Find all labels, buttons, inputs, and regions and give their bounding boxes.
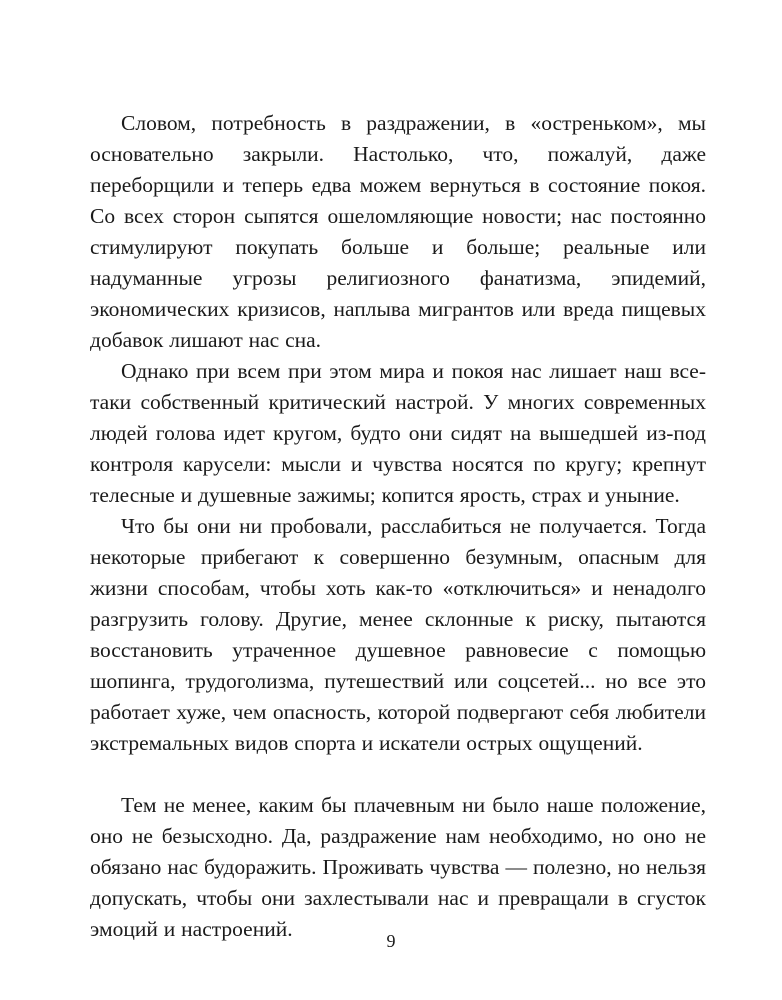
- page-number: 9: [386, 931, 396, 951]
- paragraph: Что бы они ни пробовали, расслабиться не получается. Тогда некоторые прибегают к совершенно безумным, опасным для жизни способам, чтобы хоть как-то «отключиться» и ненадолго разгрузить голову. Другие, менее склонные к риску, пытаются восстановить утраченное душевное равновесие с помощью шопинга, трудоголизма, путешествий или соцсетей... но все это работает хуже, чем опасность, которой подвергают себя любители экстремальных видов спорта и искатели острых ощущений.: [90, 514, 706, 755]
- paragraph: Однако при всем при этом мира и покоя нас лишает наш все-таки собственный критический настрой. У многих современных людей голова идет кругом, будто они сидят на вышедшей из-под контроля карусели: мысли и чувства носятся по кругу; крепнут телесные и душевные зажимы; копится ярость, страх и уныние.: [90, 359, 706, 507]
- paragraph: Словом, потребность в раздражении, в «остреньком», мы основательно закрыли. Настолько, что, пожалуй, даже переборщили и теперь едва можем вернуться в состояние покоя. Со всех сторон сыпятся ошеломляющие новости; нас постоянно стимулируют покупать больше и больше; реальные или надуманные угрозы религиозного фанатизма, эпидемий, экономических кризисов, наплыва мигрантов или вреда пищевых добавок лишают нас сна.: [90, 111, 706, 352]
- paragraph: Тем не менее, каким бы плачевным ни было наше положение, оно не безысходно. Да, раздражение нам необходимо, но оно не обязано нас будоражить. Проживать чувства — полезно, но нельзя допускать, чтобы они захлестывали нас и превращали в сгусток эмоций и настроений.: [90, 793, 706, 941]
- page-body: [90, 108, 706, 945]
